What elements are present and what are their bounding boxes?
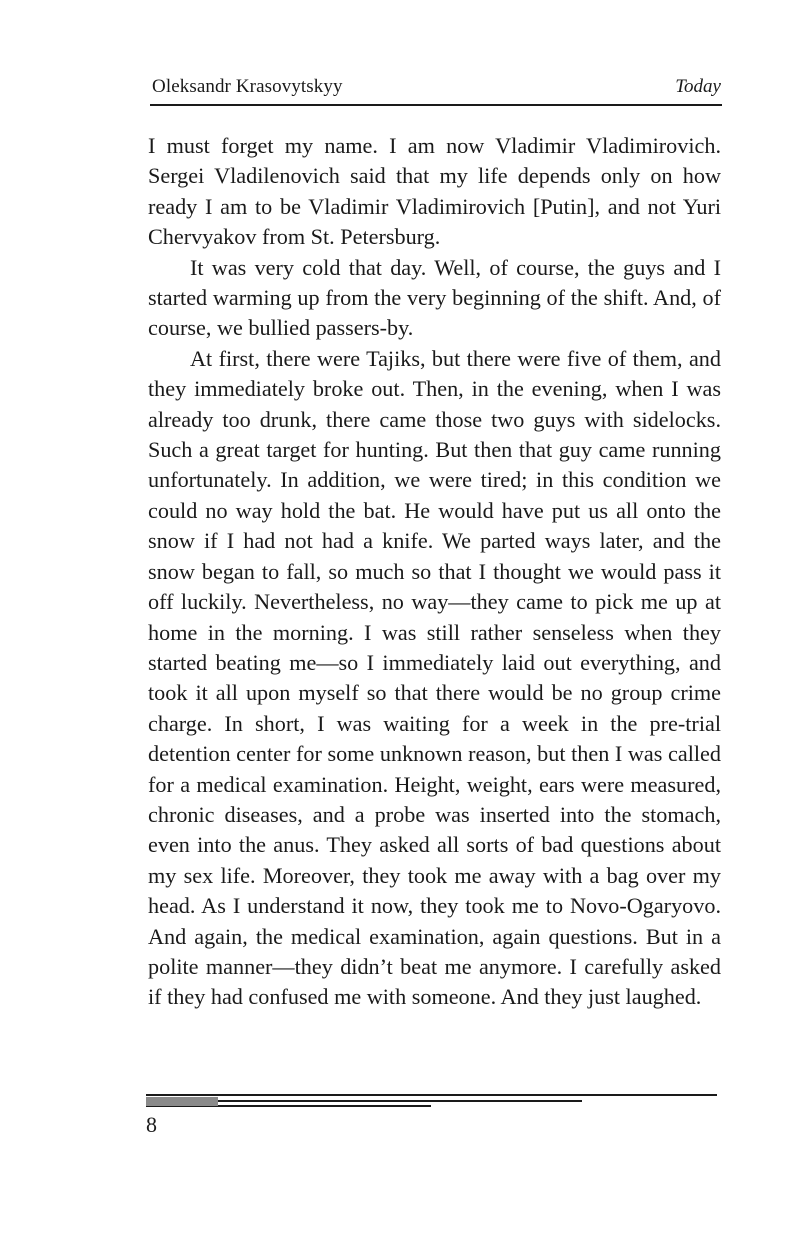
- running-header: [150, 76, 721, 102]
- header-rule: [150, 104, 722, 106]
- footer-gray-block: [146, 1097, 218, 1106]
- header-book-title: Today: [675, 76, 721, 97]
- paragraph-3: At first, there were Tajiks, but there were five of them, and they immediately broke out. Then, in the evening, when I was already too drunk, there came those two guys with sidelocks. Such a great target for hunting. But then that guy came running unfortunately. In addition, we were tired; in this condition we could no way hold the bat. He would have put us all onto the snow if I had not had a knife. We parted ways later, and the snow began to fall, so much so that I thought we would pass it off luckily. Nevertheless, no way—they came to pick me up at home in the morning. I was still rather senseless when they started beating me—so I immediately laid out everything, and took it all upon myself so that there would be no group crime charge. In short, I was waiting for a week in the pre-trial detention center for some unknown reason, but then I was called for a medical examination. Height, weight, ears were measured, chronic diseases, and a probe was inserted into the stomach, even into the anus. They asked all sorts of bad questions about my sex life. Moreover, they took me away with a bag over my head. As I understand it now, they took me to Novo-Ogaryovo. And again, the medical examination, again questions. But in a polite manner—they didn’t beat me anymore. I carefully asked if they had confused me with someone. And they just laughed.: [148, 345, 721, 1010]
- paragraph-2: It was very cold that day. Well, of course, the guys and I started warming up from the very beginning of the shift. And, of course, we bullied passers-by.: [148, 254, 721, 341]
- footer-decorative-rules: [146, 1094, 721, 1108]
- footer-rule-long: [146, 1094, 717, 1096]
- paragraph-1: I must forget my name. I am now Vladimir Vladimirovich. Sergei Vladilenovich said that my life depends only on how ready I am to be Vladimir Vladimirovich [Putin], and not Yuri Chervyakov from St. Petersburg.: [148, 133, 721, 250]
- page-body: [148, 131, 721, 1013]
- header-author: Oleksandr Krasovytskyy: [152, 76, 343, 97]
- page-number: 8: [146, 1112, 157, 1137]
